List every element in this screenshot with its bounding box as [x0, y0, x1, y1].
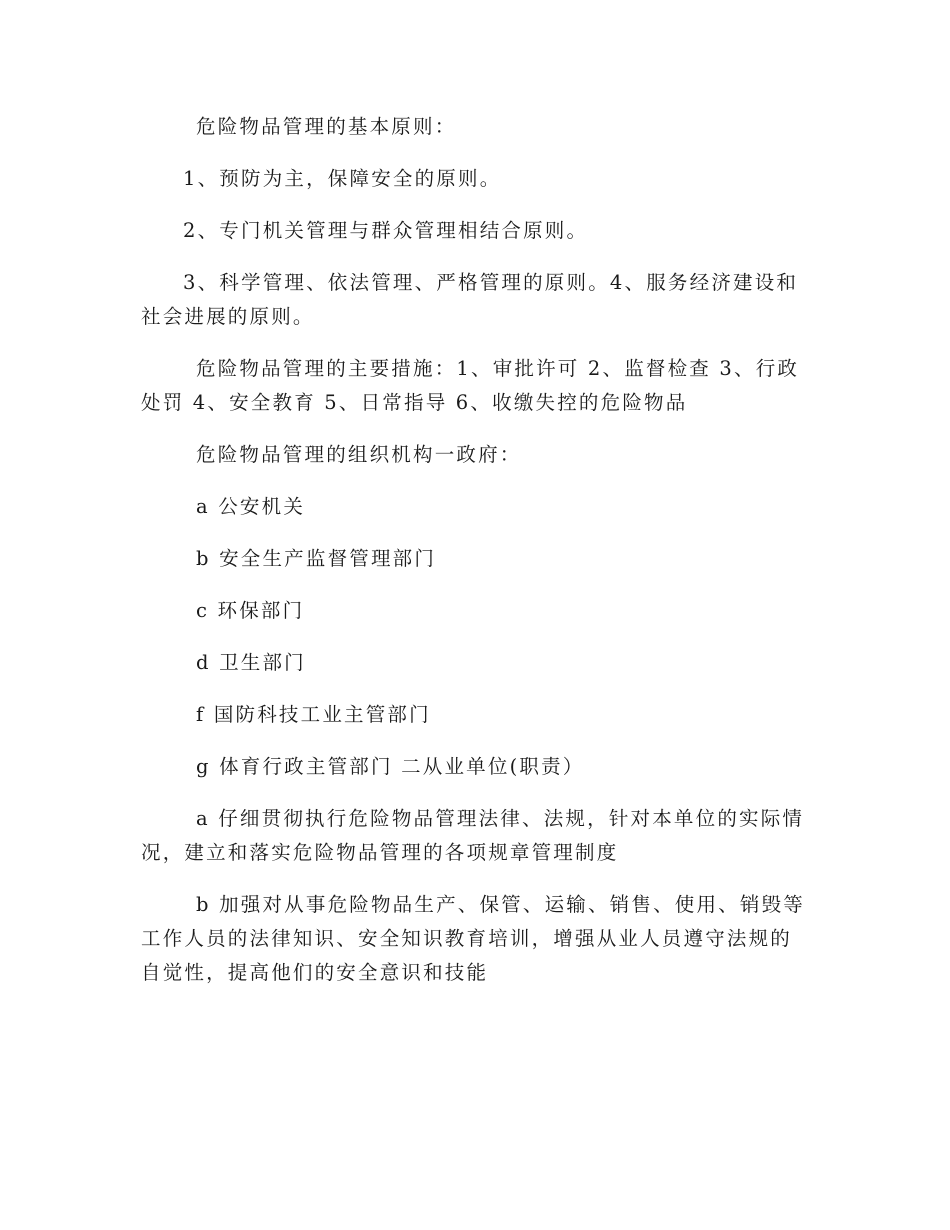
paragraph-item-a-police: a 公安机关 [196, 495, 306, 518]
paragraph-item-c-environment: c 环保部门 [196, 599, 305, 622]
paragraph-duty-b: b 加强对从事危险物品生产、保管、运输、销售、使用、销毁等工作人员的法律知识、安全知识教育培训，增强从业人员遵守法规的自觉性，提高他们的安全意识和技能 [141, 893, 805, 984]
document-body [141, 110, 806, 1008]
paragraph-principle-2: 2、专门机关管理与群众管理相结合原则。 [183, 219, 589, 242]
paragraph-item-d-health: d 卫生部门 [196, 651, 306, 674]
paragraph-item-b-safety: b 安全生产监督管理部门 [196, 547, 437, 570]
paragraph-basic-principles-heading: 危险物品管理的基本原则： [196, 115, 457, 138]
paragraph-item-g-sports: g 体育行政主管部门 二从业单位(职责） [196, 755, 585, 778]
paragraph-duty-a: a 仔细贯彻执行危险物品管理法律、法规，针对本单位的实际情况，建立和落实危险物品管理的各项规章管理制度 [141, 807, 805, 864]
paragraph-organization-heading: 危险物品管理的组织机构一政府： [196, 443, 522, 466]
paragraph-principle-3-4: 3、科学管理、依法管理、严格管理的原则。4、服务经济建设和社会进展的原则。 [141, 271, 799, 328]
paragraph-item-f-defense: f 国防科技工业主管部门 [196, 703, 431, 726]
paragraph-principle-1: 1、预防为主，保障安全的原则。 [183, 167, 502, 190]
paragraph-main-measures: 危险物品管理的主要措施：1、审批许可 2、监督检查 3、行政处罚 4、安全教育 5、日常指导 6、收缴失控的危险物品 [141, 357, 800, 414]
